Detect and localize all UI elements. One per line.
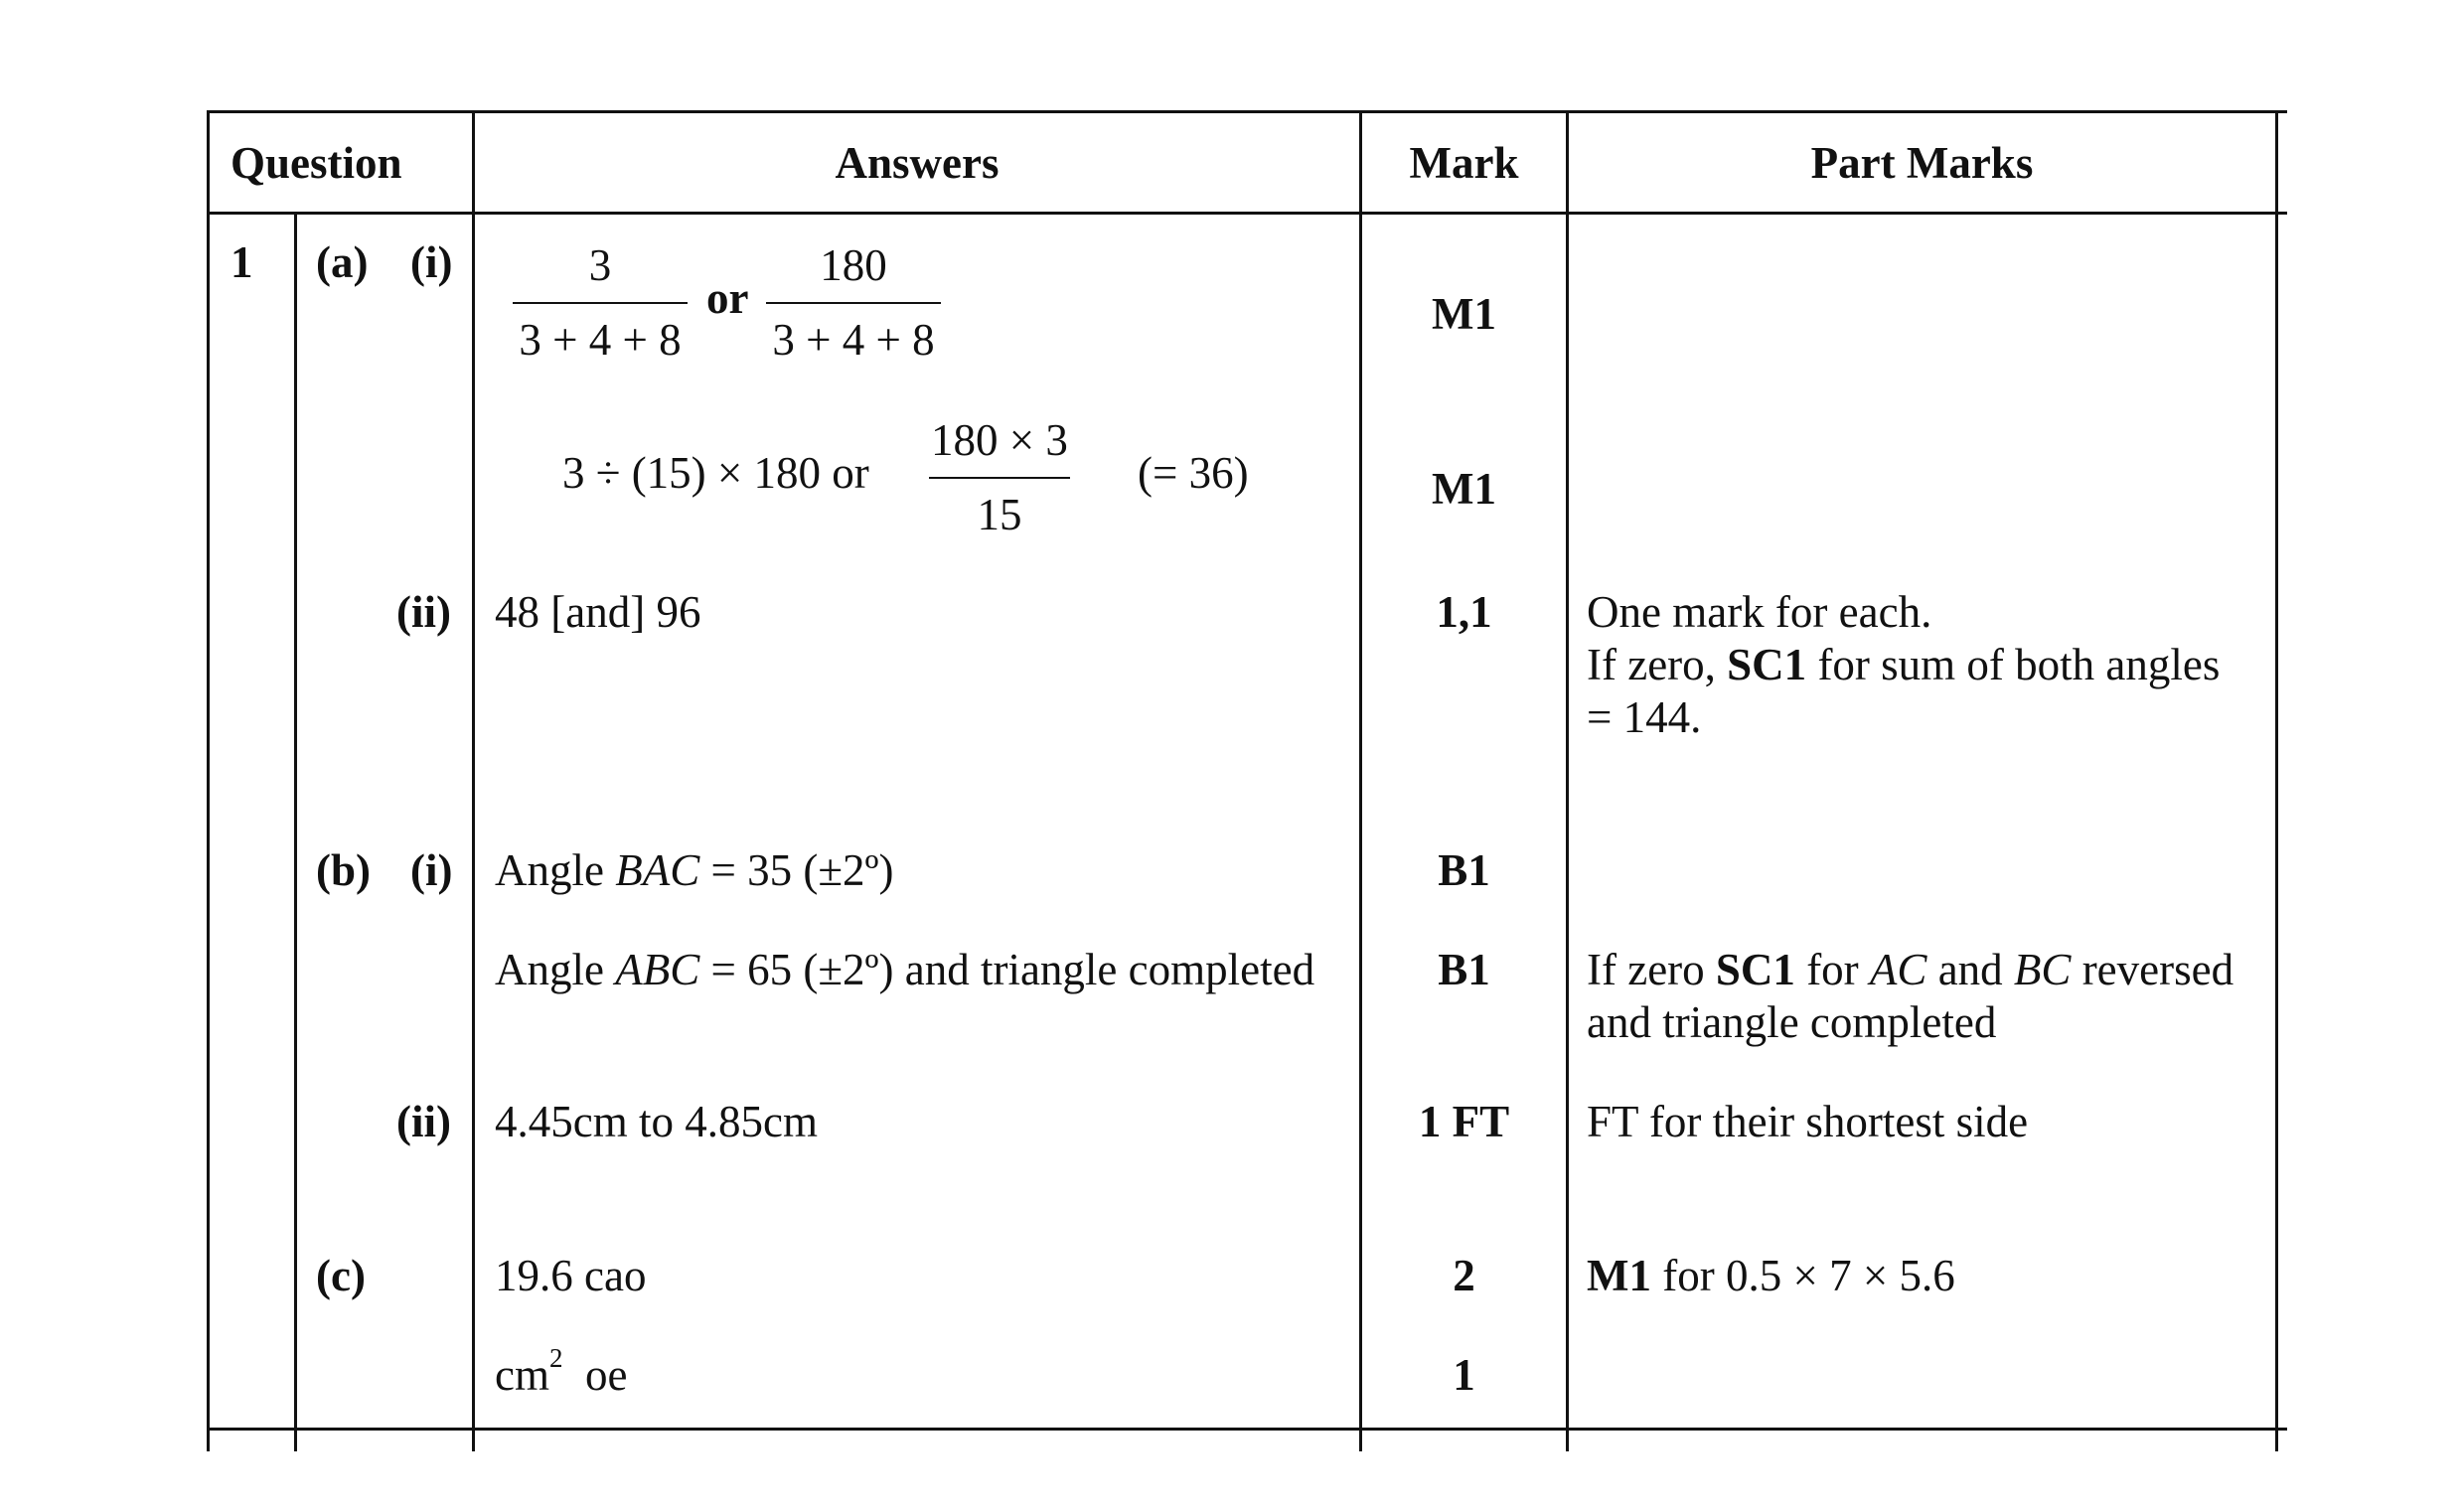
subpart-label-a-ii: (ii) bbox=[396, 587, 451, 637]
mark-partmarks-divider bbox=[1566, 110, 1569, 1451]
answer-text: Angle bbox=[495, 845, 616, 895]
header-question: Question bbox=[231, 138, 402, 188]
header-bottom-border bbox=[207, 212, 2287, 215]
part-marks-a-ii-line2 bbox=[1587, 639, 2220, 691]
part-marks-c bbox=[1587, 1250, 1955, 1302]
answer-b-ii: 4.45cm to 4.85cm bbox=[495, 1097, 818, 1146]
answer-b-i-line2 bbox=[495, 944, 1314, 996]
part-marks-a-ii-line3: = 144. bbox=[1587, 692, 1702, 742]
mark-a-i-1: M1 bbox=[1432, 289, 1496, 339]
part-text: for sum of both angles bbox=[1806, 640, 2221, 689]
fraction-numerator: 180 bbox=[820, 240, 887, 290]
question-number-divider bbox=[294, 212, 297, 1451]
side-name: BC bbox=[2013, 945, 2072, 994]
part-text: for bbox=[1794, 945, 1870, 994]
angle-name: BAC bbox=[615, 845, 700, 895]
side-name: AC bbox=[1869, 945, 1927, 994]
part-label-b: (b) bbox=[316, 845, 371, 895]
mark-c-1: 2 bbox=[1453, 1251, 1475, 1300]
answer-a-i-result: (= 36) bbox=[1138, 448, 1249, 498]
mark-c-2: 1 bbox=[1453, 1350, 1475, 1400]
table-top-border bbox=[207, 110, 2287, 113]
method-mark-code: M1 bbox=[1587, 1251, 1651, 1300]
unit-text: cm bbox=[495, 1350, 549, 1400]
answer-c-line1: 19.6 cao bbox=[495, 1251, 647, 1300]
part-text: If zero bbox=[1587, 945, 1716, 994]
mark-a-i-2: M1 bbox=[1432, 464, 1496, 514]
header-part-marks: Part Marks bbox=[1810, 138, 2034, 188]
part-text: and bbox=[1926, 945, 2014, 994]
part-label-c: (c) bbox=[316, 1251, 366, 1300]
subpart-label-b-ii: (ii) bbox=[396, 1097, 451, 1146]
header-answers: Answers bbox=[835, 138, 1000, 188]
answer-a-i-line2: 3 ÷ (15) × 180 or bbox=[562, 448, 869, 498]
unit-exponent: 2 bbox=[548, 1343, 563, 1374]
mark-a-ii: 1,1 bbox=[1436, 587, 1492, 637]
answer-text: = 35 (±2º) bbox=[699, 845, 894, 895]
question-answers-divider bbox=[472, 110, 475, 1451]
part-text: for 0.5 × 7 × 5.6 bbox=[1650, 1251, 1955, 1300]
part-marks-a-ii-line1: One mark for each. bbox=[1587, 587, 1932, 637]
fraction-numerator: 3 bbox=[588, 240, 612, 290]
fraction-180-over-sum bbox=[766, 240, 941, 365]
subpart-label-a-i: (i) bbox=[410, 237, 453, 287]
fraction-denominator: 15 bbox=[977, 490, 1022, 539]
part-marks-b-i-line1 bbox=[1587, 944, 2233, 996]
fraction-180x3-over-15 bbox=[929, 415, 1070, 539]
special-case-code: SC1 bbox=[1715, 945, 1795, 994]
fraction-denominator: 3 + 4 + 8 bbox=[772, 315, 935, 365]
answer-a-ii: 48 [and] 96 bbox=[495, 587, 701, 637]
fraction-numerator: 180 × 3 bbox=[931, 415, 1068, 465]
answer-text: = 65 (±2º) and triangle completed bbox=[699, 945, 1315, 994]
fraction-3-over-sum bbox=[513, 240, 688, 365]
header-mark: Mark bbox=[1409, 138, 1519, 188]
part-text: reversed bbox=[2071, 945, 2234, 994]
mark-b-ii: 1 FT bbox=[1418, 1097, 1510, 1146]
mark-b-i-2: B1 bbox=[1438, 945, 1490, 994]
left-border bbox=[207, 110, 210, 1451]
part-marks-b-ii: FT for their shortest side bbox=[1587, 1097, 2029, 1146]
right-border bbox=[2275, 110, 2278, 1451]
angle-name: ABC bbox=[615, 945, 700, 994]
answer-text: oe bbox=[562, 1350, 628, 1400]
special-case-code: SC1 bbox=[1727, 640, 1807, 689]
answer-text: Angle bbox=[495, 945, 616, 994]
answer-b-i-line1 bbox=[495, 844, 893, 897]
question-number: 1 bbox=[231, 237, 253, 287]
part-label-a: (a) bbox=[316, 237, 369, 287]
part-text: If zero, bbox=[1587, 640, 1728, 689]
subpart-label-b-i: (i) bbox=[410, 845, 453, 895]
mark-b-i-1: B1 bbox=[1438, 845, 1490, 895]
part-marks-b-i-line2: and triangle completed bbox=[1587, 997, 1997, 1047]
fraction-denominator: 3 + 4 + 8 bbox=[519, 315, 682, 365]
answer-c-line2 bbox=[495, 1343, 628, 1402]
or-connector: or bbox=[706, 273, 749, 323]
row-bottom-border bbox=[207, 1428, 2287, 1431]
